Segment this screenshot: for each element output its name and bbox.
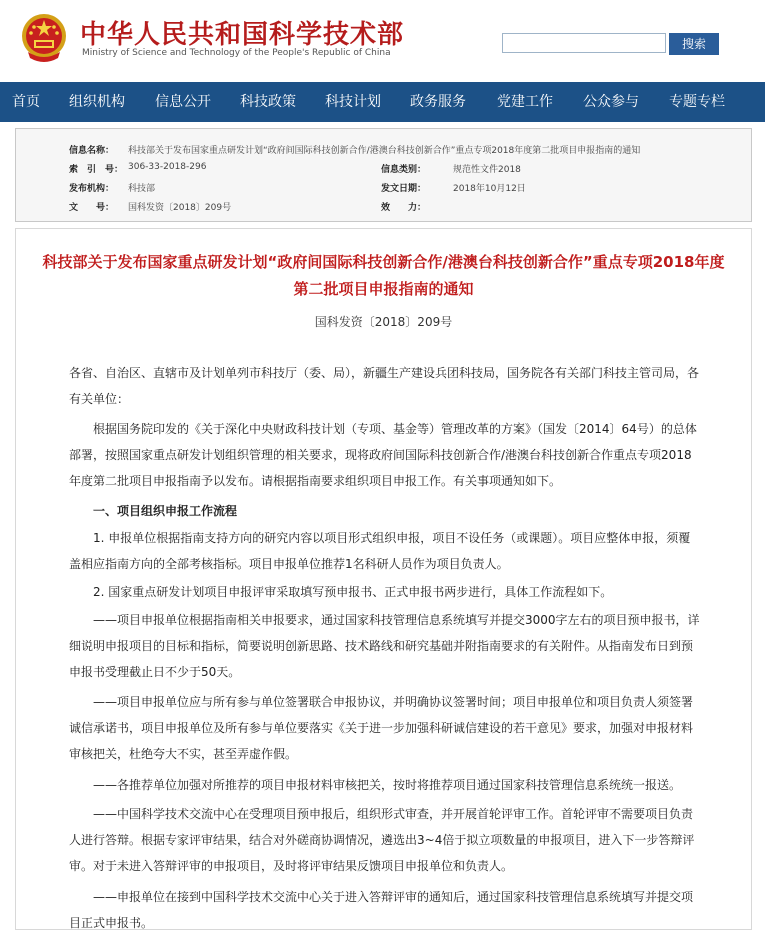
meta-value-category: 规范性文件2018 [453, 165, 521, 175]
search-input[interactable] [502, 33, 666, 53]
nav-item-programs[interactable]: 科技计划 [325, 94, 381, 110]
section-heading: 一、项目组织申报工作流程 [93, 504, 238, 518]
main-nav [0, 82, 765, 122]
nav-item-home[interactable]: 首页 [12, 94, 40, 110]
meta-value-date: 2018年10月12日 [453, 184, 526, 194]
national-emblem-icon [20, 12, 68, 64]
nav-item-policy[interactable]: 科技政策 [240, 94, 296, 110]
article-content [15, 228, 752, 930]
meta-label-issuer: 发布机构： [69, 184, 115, 194]
paragraph-step-formal: ——申报单位在接到中国科学技术交流中心关于进入答辩评审的通知后，通过国家科技管理信息系统填写并提交项目正式申报书。 [69, 890, 694, 930]
meta-label-category: 信息类别： [381, 165, 427, 175]
site-subtitle: Ministry of Science and Technology of the People's Republic of China [82, 48, 391, 58]
article-title: 科技部关于发布国家重点研发计划“政府间国际科技创新合作/港澳台科技创新合作”重点专项2018年度第二批项目申报指南的通知 [42, 253, 725, 298]
article-doc-number: 国科发资〔2018〕209号 [314, 315, 453, 329]
meta-label-docno: 文 号： [69, 203, 115, 213]
nav-item-services[interactable]: 政务服务 [410, 94, 466, 110]
meta-value-issuer: 科技部 [128, 184, 156, 194]
paragraph-step-agreement: ——项目申报单位应与所有参与单位签署联合申报协议，并明确协议签署时间；项目申报单位和项目负责人须签署诚信承诺书，项目申报单位及所有参与单位要落实《关于进一步加强科研诚信建设的若干意见》要求，加强对申报材料审核把关，杜绝夸大不实，甚至弄虚作假。 [69, 695, 694, 761]
site-title: 中华人民共和国科学技术部 [80, 20, 405, 50]
document-meta-panel [15, 128, 752, 222]
nav-item-disclosure[interactable]: 信息公开 [155, 94, 211, 110]
meta-value-index: 306-33-2018-296 [128, 162, 207, 172]
paragraph-step-recommend: ——各推荐单位加强对所推荐的项目申报材料审核把关，按时将推荐项目通过国家科技管理信息系统统一报送。 [93, 778, 682, 792]
meta-label-index: 索 引 号： [69, 165, 124, 175]
paragraph-item-1: 1. 申报单位根据指南支持方向的研究内容以项目形式组织申报，项目不设任务（或课题）。项目应整体申报，须覆盖相应指南方向的全部考核指标。项目申报单位推荐1名科研人员作为项目负责人。 [69, 531, 691, 571]
site-header [0, 0, 765, 82]
paragraph-item-2: 2. 国家重点研发计划项目申报评审采取填写预申报书、正式申报书两步进行，具体工作流程如下。 [93, 585, 613, 599]
paragraph-step-presubmit: ——项目申报单位根据指南相关申报要求，通过国家科技管理信息系统填写并提交3000字左右的项目预申报书，详细说明申报项目的目标和指标，简要说明创新思路、技术路线和研究基础并附指南要求的有关附件。从指南发布日到预申报书受理截止日不少于50天。 [69, 613, 700, 679]
meta-value-name: 科技部关于发布国家重点研发计划“政府间国际科技创新合作/港澳台科技创新合作”重点专项2018年度第二批项目申报指南的通知 [128, 146, 641, 156]
meta-label-date: 发文日期： [381, 184, 427, 194]
nav-item-organization[interactable]: 组织机构 [69, 94, 125, 110]
paragraph-step-review: ——中国科学技术交流中心在受理项目预申报后，组织形式审查，并开展首轮评审工作。首轮评审不需要项目负责人进行答辩。根据专家评审结果，结合对外磋商协调情况，遴选出3~4倍于拟立项数量的申报项目，进入下一步答辩评审。对于未进入答辩评审的申报项目，及时将评审结果反馈项目申报单位和负责人。 [69, 807, 695, 873]
paragraph-addressees: 各省、自治区、直辖市及计划单列市科技厅（委、局），新疆生产建设兵团科技局，国务院各有关部门科技主管司局，各有关单位： [69, 366, 700, 406]
meta-label-name: 信息名称： [69, 146, 115, 156]
nav-item-public[interactable]: 公众参与 [583, 94, 639, 110]
meta-value-docno: 国科发资〔2018〕209号 [128, 203, 232, 213]
nav-item-party[interactable]: 党建工作 [497, 94, 553, 110]
nav-item-topics[interactable]: 专题专栏 [669, 94, 725, 110]
paragraph-intro: 根据国务院印发的《关于深化中央财政科技计划（专项、基金等）管理改革的方案》（国发〔2014〕64号）的总体部署，按照国家重点研发计划组织管理的相关要求，现将政府间国际科技创新合作/港澳台科技创新合作重点专项2018年度第二批项目申报指南予以发布。请根据指南要求组织项目申报工作。有关事项通知如下。 [69, 422, 697, 488]
search-button[interactable]: 搜索 [669, 33, 719, 55]
meta-label-validity: 效 力： [381, 203, 427, 213]
